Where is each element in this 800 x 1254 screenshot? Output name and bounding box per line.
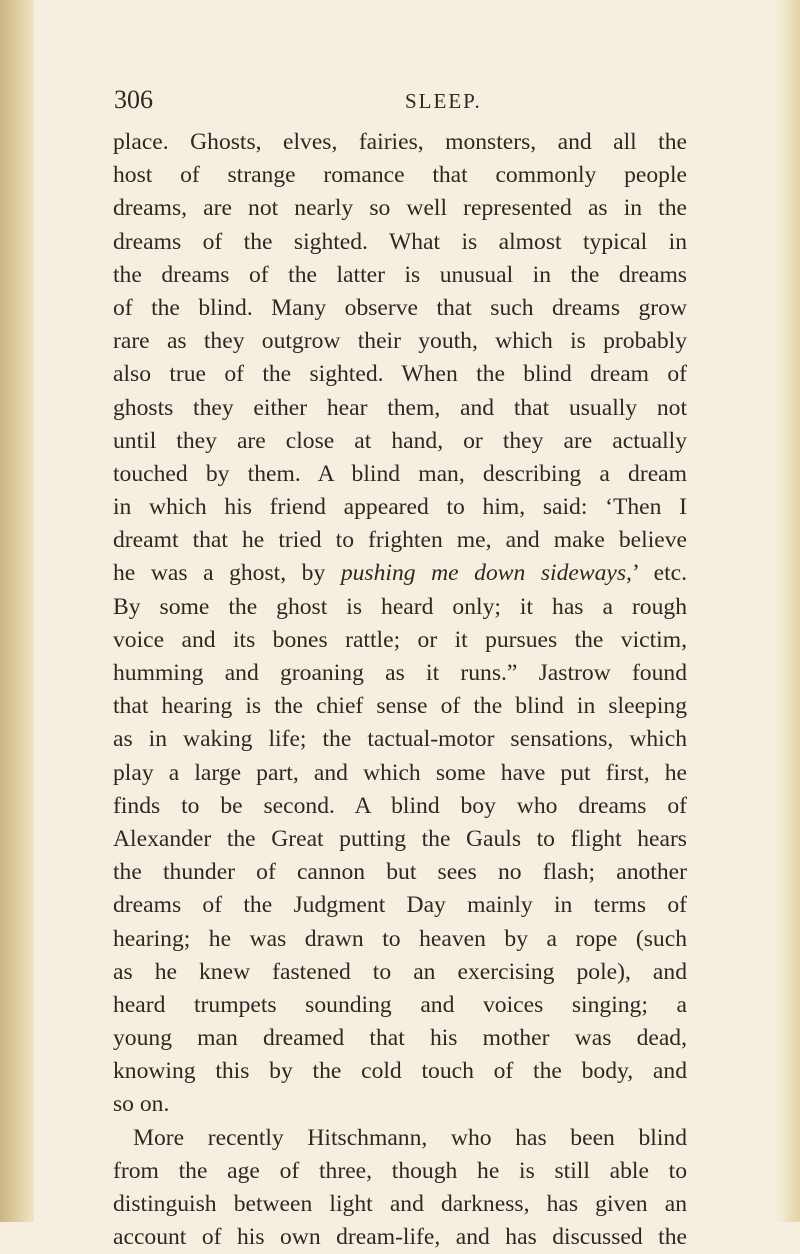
text-line: the dreams of the latter is unusual in the dreams (113, 261, 687, 288)
text-line: dreams, are not nearly so well represented as in the (113, 195, 687, 222)
text-line: that hearing is the chief sense of the blind in sleeping (113, 693, 687, 720)
text-line: place. Ghosts, elves, fairies, monsters, and all the (113, 129, 687, 155)
text-line: play a large part, and which some have put first, he (113, 759, 687, 786)
body-text (113, 126, 687, 1254)
text-line-with-italic (113, 557, 687, 590)
text-line: from the age of three, though he is still able to (113, 1157, 687, 1184)
text-line: rare as they outgrow their youth, which is probably (113, 328, 687, 355)
text-line: finds to be second. A blind boy who dreams of (113, 792, 687, 819)
text-line: as in waking life; the tactual-motor sensations, which (113, 726, 687, 753)
text-line: the thunder of cannon but sees no flash; another (113, 859, 687, 886)
text-line: dreams of the Judgment Day mainly in terms of (113, 892, 687, 919)
text-line: distinguish between light and darkness, has given an (113, 1191, 687, 1217)
text-line: host of strange romance that commonly people (113, 162, 687, 189)
text-line: of the blind. Many observe that such dreams grow (113, 294, 687, 321)
text-line: also true of the sighted. When the blind dream of (113, 361, 687, 388)
text-line: account of his own dream-life, and has discussed the (113, 1224, 687, 1251)
text-line: By some the ghost is heard only; it has a rough (113, 593, 687, 620)
text-line: ghosts they either hear them, and that usually not (113, 394, 687, 421)
text-line: dreams of the sighted. What is almost typical in (113, 228, 687, 255)
text-line: so on. (113, 1091, 170, 1118)
text-line: in which his friend appeared to him, said: ‘Then I (113, 494, 687, 521)
text-line: until they are close at hand, or they are actually (113, 427, 687, 454)
page-number: 306 (114, 85, 153, 114)
running-title: SLEEP. (405, 89, 482, 113)
text-line: touched by them. A blind man, describing a dream (113, 460, 687, 487)
text-line: voice and its bones rattle; or it pursues the victim, (113, 626, 687, 653)
text-line: dreamt that he tried to frighten me, and make believe (113, 527, 687, 554)
text-line: More recently Hitschmann, who has been blind (133, 1124, 687, 1151)
text-line: humming and groaning as it runs.” Jastrow found (113, 660, 687, 686)
text-segment: he was a ghost, by (113, 560, 341, 587)
italic-phrase: pushing me down sideways, (340, 560, 632, 587)
text-line: hearing; he was drawn to heaven by a rope (such (113, 925, 687, 952)
running-head (114, 85, 594, 119)
text-line: heard trumpets sounding and voices singing; a (113, 991, 687, 1018)
text-segment: ’ etc. (631, 560, 688, 587)
text-line: Alexander the Great putting the Gauls to flight hears (113, 825, 687, 852)
text-line: as he knew fastened to an exercising pole), and (113, 958, 687, 985)
text-line: young man dreamed that his mother was dead, (113, 1025, 687, 1052)
text-line: knowing this by the cold touch of the body, and (113, 1058, 687, 1085)
